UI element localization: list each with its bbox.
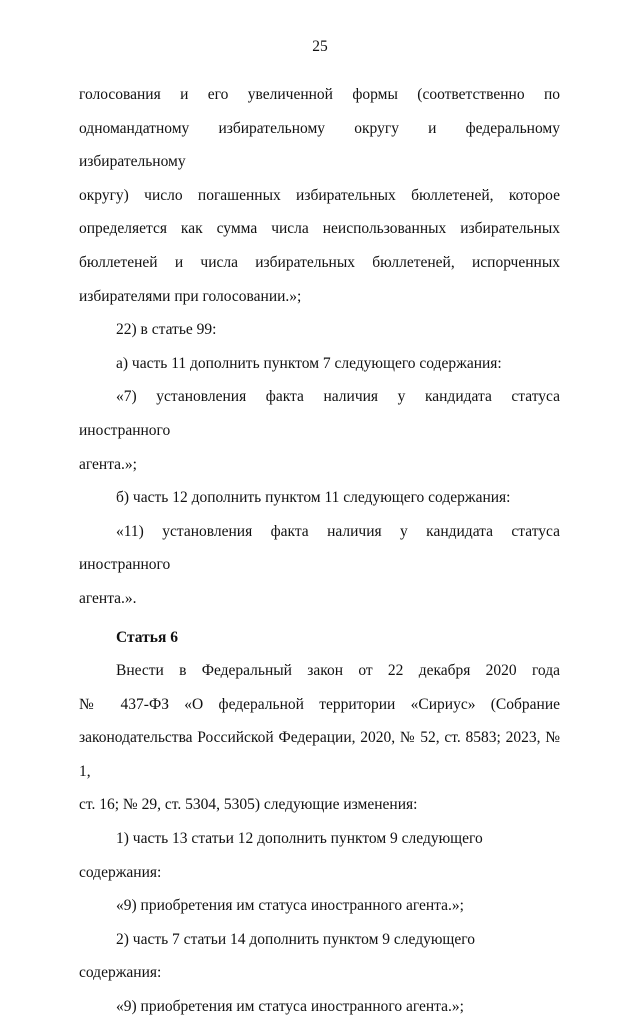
quoted-clause-7: «7) установления факта наличия у кандидата статуса иностранного [79, 388, 560, 439]
page-number: 25 [312, 38, 328, 55]
amendment-item-2: 2) часть 7 статьи 14 дополнить пунктом 9 следующего содержания: [79, 930, 475, 982]
paragraph-line: голосования и его увеличенной формы (соответственно по [79, 86, 560, 103]
paragraph-line: № 437-ФЗ «О федеральной территории «Сириус» (Собрание [79, 695, 560, 713]
amendment-item-1: 1) часть 13 статьи 12 дополнить пунктом 9 следующего содержания: [79, 830, 483, 881]
paragraph-line: ст. 16; № 29, ст. 5304, 5305) следующие изменения: [79, 796, 418, 814]
paragraph-line: Внести в Федеральный закон от 22 декабря 2020 года [116, 662, 560, 680]
quoted-clause-9b: «9) приобретения им статуса иностранного агента.»; [116, 998, 464, 1016]
article-heading: Статья 6 [116, 628, 178, 646]
quoted-clause-11: «11) установления факта наличия у кандидата статуса иностранного [79, 522, 560, 574]
amendment-subitem-a: а) часть 11 дополнить пунктом 7 следующего содержания: [116, 354, 502, 372]
quoted-clause-7-end: агента.»; [79, 455, 137, 473]
amendment-item-22: 22) в статье 99: [116, 321, 217, 339]
paragraph-line: одномандатному избирательному округу и федеральному избирательному [79, 119, 560, 171]
paragraph-line: избирателями при голосовании.»; [79, 287, 302, 305]
quoted-clause-9a: «9) приобретения им статуса иностранного агента.»; [116, 897, 464, 915]
quoted-clause-11-end: агента.». [79, 589, 137, 607]
amendment-subitem-b: б) часть 12 дополнить пунктом 11 следующего содержания: [116, 489, 511, 507]
paragraph-line: определяется как сумма числа неиспользованных избирательных [79, 220, 560, 238]
paragraph-line: округу) число погашенных избирательных бюллетеней, которое [79, 186, 560, 204]
paragraph-line: законодательства Российской Федерации, 2020, № 52, ст. 8583; 2023, № 1, [79, 729, 560, 780]
paragraph-line: бюллетеней и числа избирательных бюллетеней, испорченных [79, 253, 560, 271]
document-body [79, 78, 560, 1024]
